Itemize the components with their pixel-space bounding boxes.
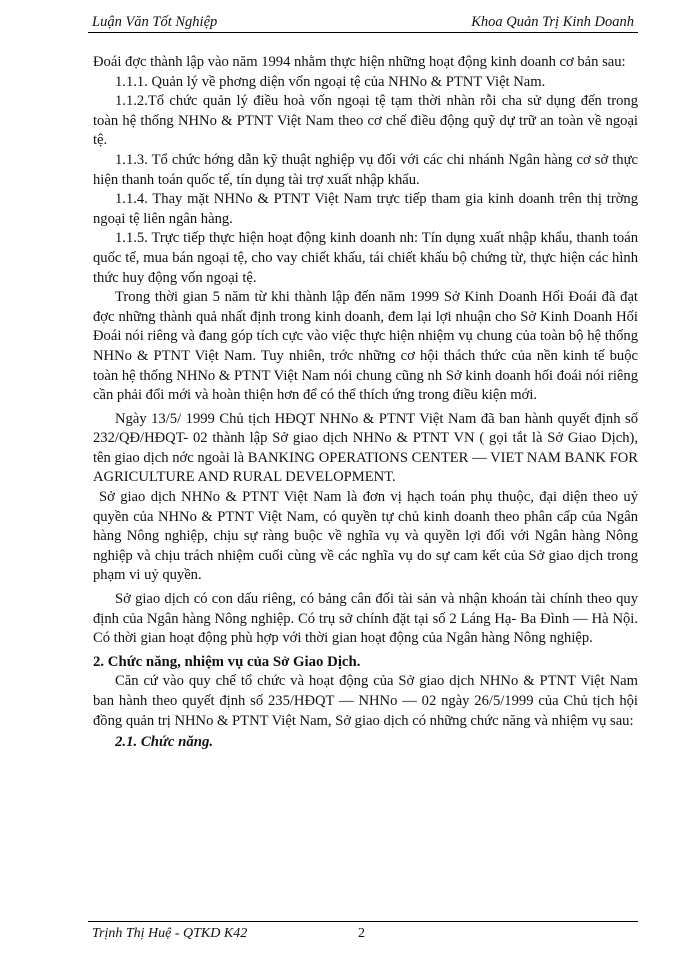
paragraph: Trong thời gian 5 năm từ khi thành lập đến năm 1999 Sở Kinh Doanh Hối Đoái đã đạt đợc những thành quả nhất định trong kinh doanh, đem lại lợi nhuận cho Sở Kinh Doanh Hối Đoái nói riêng và đang góp tích cực vào việc thực hiện nhiệm vụ chung của toàn bộ hệ thống NHNo & PTNT Việt Nam. Tuy nhiên, trớc những cơ hội thách thức của nền kinh tế buộc toàn hệ thống NHNo & PTNT Việt Nam nói chung cũng nh Sở kinh doanh hối đoái nói riêng cần phải đổi mới và hoàn thiện hơn để có thể thích ứng trong điều kiện mới. <box>93 289 638 404</box>
header-thesis-label: Luận Văn Tốt Nghiệp <box>92 14 218 30</box>
section-heading: 2. Chức năng, nhiệm vụ của Sở Giao Dịch. <box>93 653 361 670</box>
page-footer <box>88 921 638 944</box>
paragraph: Căn cứ vào quy chế tổ chức và hoạt động của Sở giao dịch NHNo & PTNT Việt Nam ban hành theo quyết định số 235/HĐQT — NHNo — 02 ngày 26/5/1999 của Chủ tịch hội đồng quản trị NHNo & PTNT Việt Nam, Sở giao dịch có những chức năng và nhiệm vụ sau: <box>93 673 638 729</box>
paragraph: Ngày 13/5/ 1999 Chủ tịch HĐQT NHNo & PTNT Việt Nam đã ban hành quyết định số 232/QĐ/HĐQT- 02 thành lập Sở giao dịch NHNo & PTNT VN ( gọi tắt là Sở Giao Dịch), tên giao dịch nớc ngoài là BANKING OPERATIONS CENTER — VIET NAM BANK FOR AGRICULTURE AND RURAL DEVELOPMENT. <box>93 410 638 486</box>
page-header <box>88 10 638 33</box>
list-item: 1.1.1. Quản lý về phơng diện vốn ngoại tệ của NHNo & PTNT Việt Nam. <box>115 73 546 90</box>
sub-heading: 2.1. Chức năng. <box>115 734 214 751</box>
list-item: 1.1.5. Trực tiếp thực hiện hoạt động kinh doanh nh: Tín dụng xuất nhập khẩu, thanh toán quốc tế, mua bán ngoại tệ, cho vay chiết khấu, tái chiết khấu bộ chứng từ, thực hiện các hình thức huy động vốn ngoại tệ. <box>93 230 638 286</box>
paragraph: Đoái đợc thành lập vào năm 1994 nhằm thực hiện những hoạt động kinh doanh cơ bản sau: <box>93 54 626 70</box>
paragraph: Sở giao dịch NHNo & PTNT Việt Nam là đơn vị hạch toán phụ thuộc, đại diện theo uỷ quyền của NHNo & PTNT Việt Nam, có quyền tự chủ kinh doanh theo phân cấp của Ngân hàng Nông nghiệp, chịu sự ràng buộc về nghĩa vụ và quyền lợi đối với Ngân hàng Nông nghiệp và chịu trách nhiệm cuối cùng về các nghĩa vụ do sự cam kết của Sở giao dịch trong phạm vi uỷ quyền. <box>93 489 638 584</box>
paragraph: Sở giao dịch có con dấu riêng, có bảng cân đối tài sản và nhận khoán tài chính theo quy định của Ngân hàng Nông nghiệp. Có trụ sở chính đặt tại số 2 Láng Hạ- Ba Đình — Hà Nội. Có thời gian hoạt động phù hợp với thời gian hoạt động của Ngân hàng Nông nghiệp. <box>93 591 638 647</box>
document-body <box>93 53 638 753</box>
footer-author: Trịnh Thị Huệ - QTKD K42 <box>92 926 248 941</box>
list-item: 1.1.2.Tổ chức quản lý điều hoà vốn ngoại tệ tạm thời nhàn rỗi cha sử dụng đến trong toàn hệ thống NHNo & PTNT Việt Nam theo cơ chế điều động quỹ dự trữ an toàn về ngoại tệ. <box>93 93 638 149</box>
list-item: 1.1.3. Tổ chức hớng dẫn kỹ thuật nghiệp vụ đối với các chi nhánh Ngân hàng cơ sở thực hiện thanh toán quốc tế, tín dụng tài trợ xuất nhập khẩu. <box>93 151 638 188</box>
list-item: 1.1.4. Thay mặt NHNo & PTNT Việt Nam trực tiếp tham gia kinh doanh trên thị trờng ngoại tệ liên ngân hàng. <box>93 191 638 227</box>
page-number: 2 <box>358 926 365 941</box>
header-faculty-label: Khoa Quản Trị Kinh Doanh <box>471 14 634 30</box>
